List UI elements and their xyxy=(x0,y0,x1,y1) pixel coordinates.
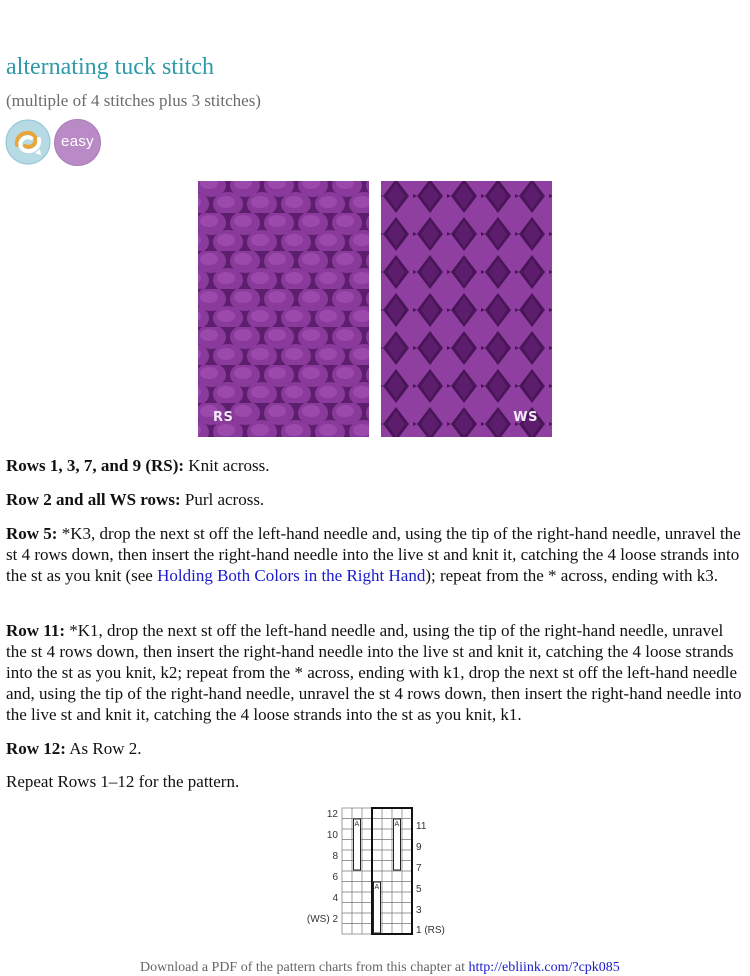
row-label: 7 xyxy=(416,863,422,874)
svg-text:A: A xyxy=(374,884,380,891)
row-label: 10 xyxy=(326,830,338,841)
row-text: As Row 2. xyxy=(65,739,142,758)
instruction-row-11 xyxy=(6,620,746,725)
footer-text: Download a PDF of the pattern charts from this chapter at xyxy=(140,960,469,975)
row-heading: Row 11: xyxy=(6,621,66,640)
svg-text:A: A xyxy=(394,821,400,828)
svg-text:A: A xyxy=(354,821,360,828)
tuck-stitch-icon xyxy=(5,119,51,165)
row-text: *K1, drop the next st off the left-hand needle and, using the tip of the right-hand needle, unravel the st 4 rows down, then insert the right-hand needle into the live st and knit it, catching the 4 loose strands into the st as you knit, k2; repeat from the * across, ending with k1, drop the next st off the left-hand needle and, using the tip of the right-hand needle, unravel the st 4 rows down, then insert the right-hand needle into the live st and knit it, catching the 4 loose strands into the st as you knit, k1. xyxy=(6,621,742,724)
row-label: 6 xyxy=(332,872,338,883)
row-heading: Row 2 and all WS rows: xyxy=(6,490,181,509)
row-heading: Row 5: xyxy=(6,524,58,543)
tuck-symbols xyxy=(354,819,401,933)
row-label: 4 xyxy=(332,893,338,904)
page-title: alternating tuck stitch xyxy=(6,54,214,80)
row-label: 9 xyxy=(416,842,422,853)
row-label: 5 xyxy=(416,884,422,895)
row-text: *K3, drop the next st off the left-hand needle and, using the tip of the right-hand needle, unravel the st 4 rows down, then insert the right-hand needle into the live st and knit it, catching the 4 loose strands into the st as you knit (see xyxy=(6,524,741,585)
chart-row-labels-right xyxy=(416,821,445,936)
instruction-row-5 xyxy=(6,523,746,586)
row-label: 1 (RS) xyxy=(416,925,445,936)
footer-link[interactable]: http://ebliink.com/?cpk085 xyxy=(468,960,620,975)
rs-label: RS xyxy=(213,410,234,425)
stitch-multiple: (multiple of 4 stitches plus 3 stitches) xyxy=(6,91,261,110)
row-text: Knit across. xyxy=(184,456,270,475)
row-label: 12 xyxy=(326,809,338,820)
chart-row-labels-left xyxy=(307,809,339,925)
easy-badge: easy xyxy=(54,119,101,166)
row-heading: Rows 1, 3, 7, and 9 (RS): xyxy=(6,456,185,475)
repeat-instruction: Repeat Rows 1–12 for the pattern. xyxy=(6,772,240,791)
row-text: ); repeat from the * across, ending with k3. xyxy=(425,566,719,585)
row-heading: Row 12: xyxy=(6,739,66,758)
ws-label: WS xyxy=(513,410,538,425)
rs-swatch-image xyxy=(198,181,369,437)
row-label: (WS) 2 xyxy=(306,914,338,925)
instruction-row-12 xyxy=(6,738,746,759)
instruction-rows-1-3-7-9 xyxy=(6,455,746,476)
row-label: 3 xyxy=(416,905,422,916)
instruction-row-2 xyxy=(6,489,746,510)
stitch-chart xyxy=(298,802,458,942)
holding-colors-link[interactable]: Holding Both Colors in the Right Hand xyxy=(157,566,426,585)
row-text: Purl across. xyxy=(180,490,265,509)
row-label: 11 xyxy=(416,821,427,832)
footer-note xyxy=(140,960,620,976)
ws-swatch-image xyxy=(381,181,552,437)
row-label: 8 xyxy=(332,851,338,862)
